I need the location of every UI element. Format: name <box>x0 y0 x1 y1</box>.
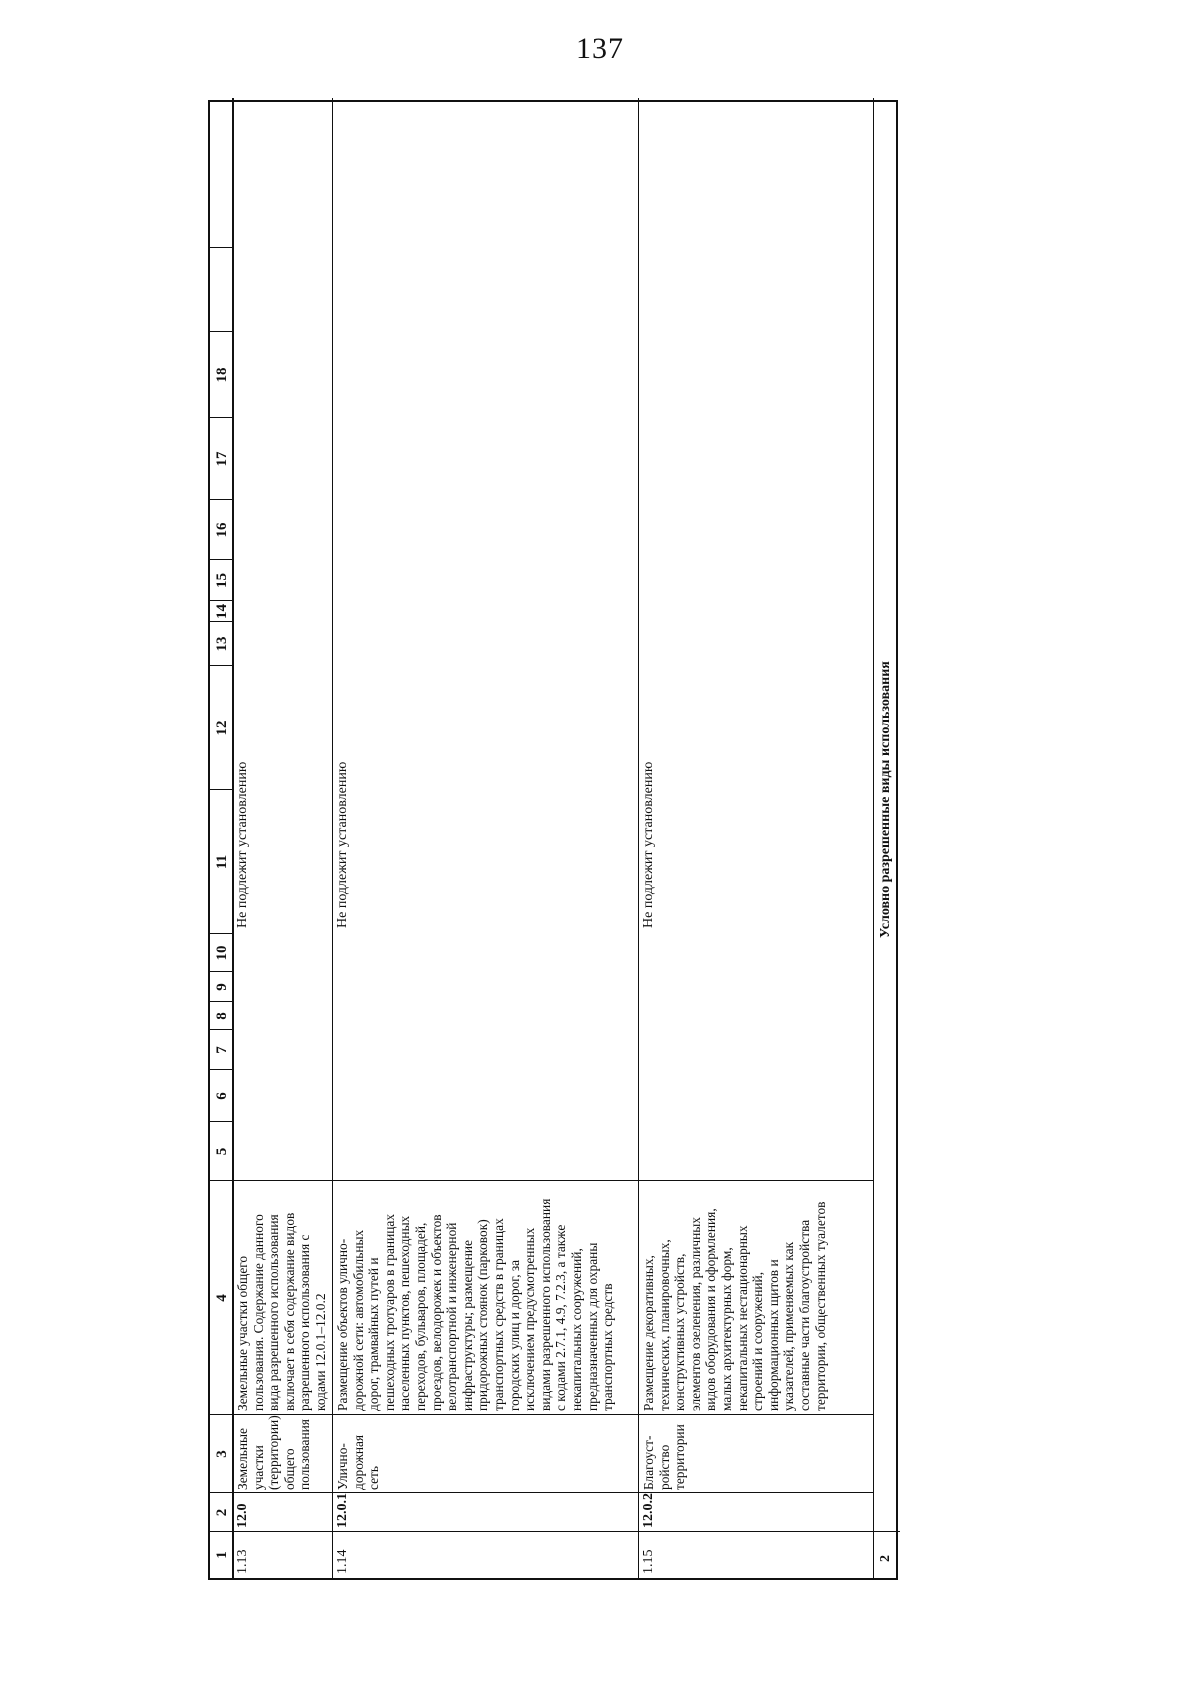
row-params-note: Не подлежит установлению <box>335 761 350 928</box>
header-col-14: 14 <box>214 604 230 619</box>
row-description: Земельные участки общего пользования. Содержание данного вида разрешенного использования включает в себя содержание видов разрешенного использования с кодами 12.0.1–12.0.2 <box>235 1212 328 1411</box>
row-name: Улично- дорожная сеть <box>335 1434 382 1490</box>
page-number: 137 <box>576 32 624 65</box>
header-col-7: 7 <box>214 1046 230 1054</box>
header-col-9: 9 <box>214 983 230 991</box>
row-name: Благоуст- ройство территории <box>641 1424 688 1490</box>
row-number: 1.15 <box>641 1549 656 1574</box>
row-rule <box>638 98 639 1578</box>
row-description: Размещение объектов улично- дорожной сети: автомобильных дорог, трамвайных путей и пешеходных тротуаров в границах населенных пунктов, пешеходных переходов, бульваров, площадей, проездов, велодорожек и объектов велотранспортной и инженерной инфраструктуры; размещение придорожных стоянок (парковок) транспортных средств в границах городских улиц и дорог, за исключением предусмотренных видами разрешенного использования с кодами 2.7.1, 4.9, 7.2.3, а также некапитальных сооружений, предназначенных для охраны транспортных средств <box>335 1198 616 1411</box>
row-code: 12.0 <box>235 1503 250 1528</box>
row-params-note: Не подлежит установлению <box>235 761 250 928</box>
section-number: 2 <box>878 1555 893 1562</box>
header-col-2: 2 <box>214 1508 230 1517</box>
row-number: 1.14 <box>335 1549 350 1574</box>
row-params-note: Не подлежит установлению <box>641 761 656 928</box>
header-col-17: 17 <box>214 451 230 467</box>
col-rule <box>210 1531 900 1532</box>
header-col-1: 1 <box>214 1551 230 1559</box>
regulations-table <box>208 100 898 1580</box>
header-col-5: 5 <box>214 1147 230 1156</box>
row-number: 1.13 <box>235 1549 250 1574</box>
col-rule <box>210 247 232 248</box>
row-code: 12.0.2 <box>641 1493 656 1528</box>
row-name: Земельные участки (территории) общего пользования <box>235 1415 313 1490</box>
header-col-18: 18 <box>214 367 230 383</box>
header-col-16: 16 <box>214 522 230 538</box>
col-rule <box>210 1492 873 1493</box>
header-col-8: 8 <box>214 1012 230 1020</box>
row-rule <box>873 98 874 1578</box>
header-col-4: 4 <box>214 1294 230 1302</box>
header-col-12: 12 <box>214 720 230 736</box>
row-rule <box>332 98 333 1578</box>
header-col-10: 10 <box>214 945 230 961</box>
header-col-11: 11 <box>214 854 230 870</box>
header-col-6: 6 <box>214 1092 230 1100</box>
section-title: Условно разрешенные виды использования <box>878 661 893 938</box>
header-col-15: 15 <box>214 573 230 588</box>
row-description: Размещение декоративных, технических, планировочных, конструктивных устройств, элементов озеленения, различных видов оборудования и оформления, малых архитектурных форм, некапитальных нестационарных строений и сооружений, информационных щитов и указателей, применяемых как составные части благоустройства территории, общественных туалетов <box>641 1201 828 1411</box>
col-rule <box>232 1180 873 1181</box>
row-code: 12.0.1 <box>335 1493 350 1528</box>
header-col-3: 3 <box>214 1450 230 1458</box>
header-col-13: 13 <box>214 636 230 652</box>
